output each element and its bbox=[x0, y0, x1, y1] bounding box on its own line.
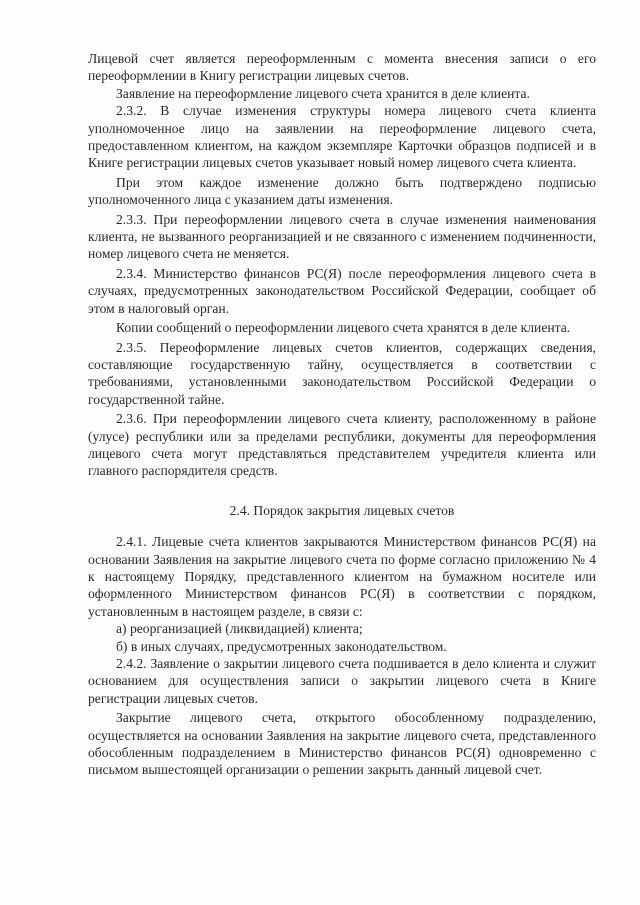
list-item: б) в иных случаях, предусмотренных законодательством. bbox=[116, 638, 447, 654]
paragraph: 2.3.5. Переоформление лицевых счетов клиентов, содержащих сведения, составляющие государственную тайну, осуществляется в соответствии с требованиями, установленными законодательством Российской Федерации о государственной тайне. bbox=[88, 339, 596, 407]
paragraph: Заявление на переоформление лицевого счета хранится в деле клиента. bbox=[116, 85, 530, 101]
paragraph: 2.3.2. В случае изменения структуры номера лицевого счета клиента уполномоченное лицо на заявлении на переоформление лицевого счета, предоставленном клиентом, на каждом экземпляре Карточки образцов подписей и в Книге регистрации лицевых счетов указывает новый номер лицевого счета клиента. bbox=[88, 103, 596, 171]
paragraph: 2.3.4. Министерство финансов РС(Я) после переоформления лицевого счета в случаях, предусмотренных законодательством Российской Федерации, сообщает об этом в налоговый орган. bbox=[88, 265, 596, 316]
section-heading: 2.4. Порядок закрытия лицевых счетов bbox=[229, 502, 455, 518]
paragraph: Лицевой счет является переоформленным с момента внесения записи о его переоформлении в Книгу регистрации лицевых счетов. bbox=[88, 51, 596, 84]
paragraph: При этом каждое изменение должно быть подтверждено подписью уполномоченного лица с указанием даты изменения. bbox=[88, 174, 596, 208]
paragraph: 2.3.6. При переоформлении лицевого счета клиенту, расположенному в районе (улусе) республики или за пределами республики, документы для переоформления лицевого счета могут представляться представителем учредителя клиента или главного распорядителя средств. bbox=[88, 411, 596, 479]
paragraph: 2.3.3. При переоформлении лицевого счета в случае изменения наименования клиента, не вызванного реорганизацией и не связанного с изменением подчиненности, номер лицевого счета не меняется. bbox=[88, 211, 596, 262]
paragraph: 2.4.2. Заявление о закрытии лицевого счета подшивается в дело клиента и служит основанием для осуществления записи о закрытии лицевого счета в Книге регистрации лицевых счетов. bbox=[88, 656, 596, 706]
paragraph: Копии сообщений о переоформлении лицевого счета хранятся в деле клиента. bbox=[116, 320, 571, 336]
list-item: а) реорганизацией (ликвидацией) клиента; bbox=[116, 621, 363, 637]
paragraph: 2.4.1. Лицевые счета клиентов закрываются Министерством финансов РС(Я) на основании Заявления на закрытие лицевого счета по форме согласно приложению № 4 к настоящему Порядку, представленного клиентом на бумажном носителе или оформленного Министерством финансов РС(Я) в соответствии с порядком, установленным в настоящем разделе, в связи с: bbox=[88, 534, 596, 619]
document-body bbox=[88, 50, 596, 779]
paragraph: Закрытие лицевого счета, открытого обособленному подразделению, осуществляется на основании Заявления на закрытие лицевого счета, представленного обособленным подразделением в Министерство финансов РС(Я) одновременно с письмом вышестоящей организации о решении закрыть данный лицевой счет. bbox=[88, 710, 596, 778]
